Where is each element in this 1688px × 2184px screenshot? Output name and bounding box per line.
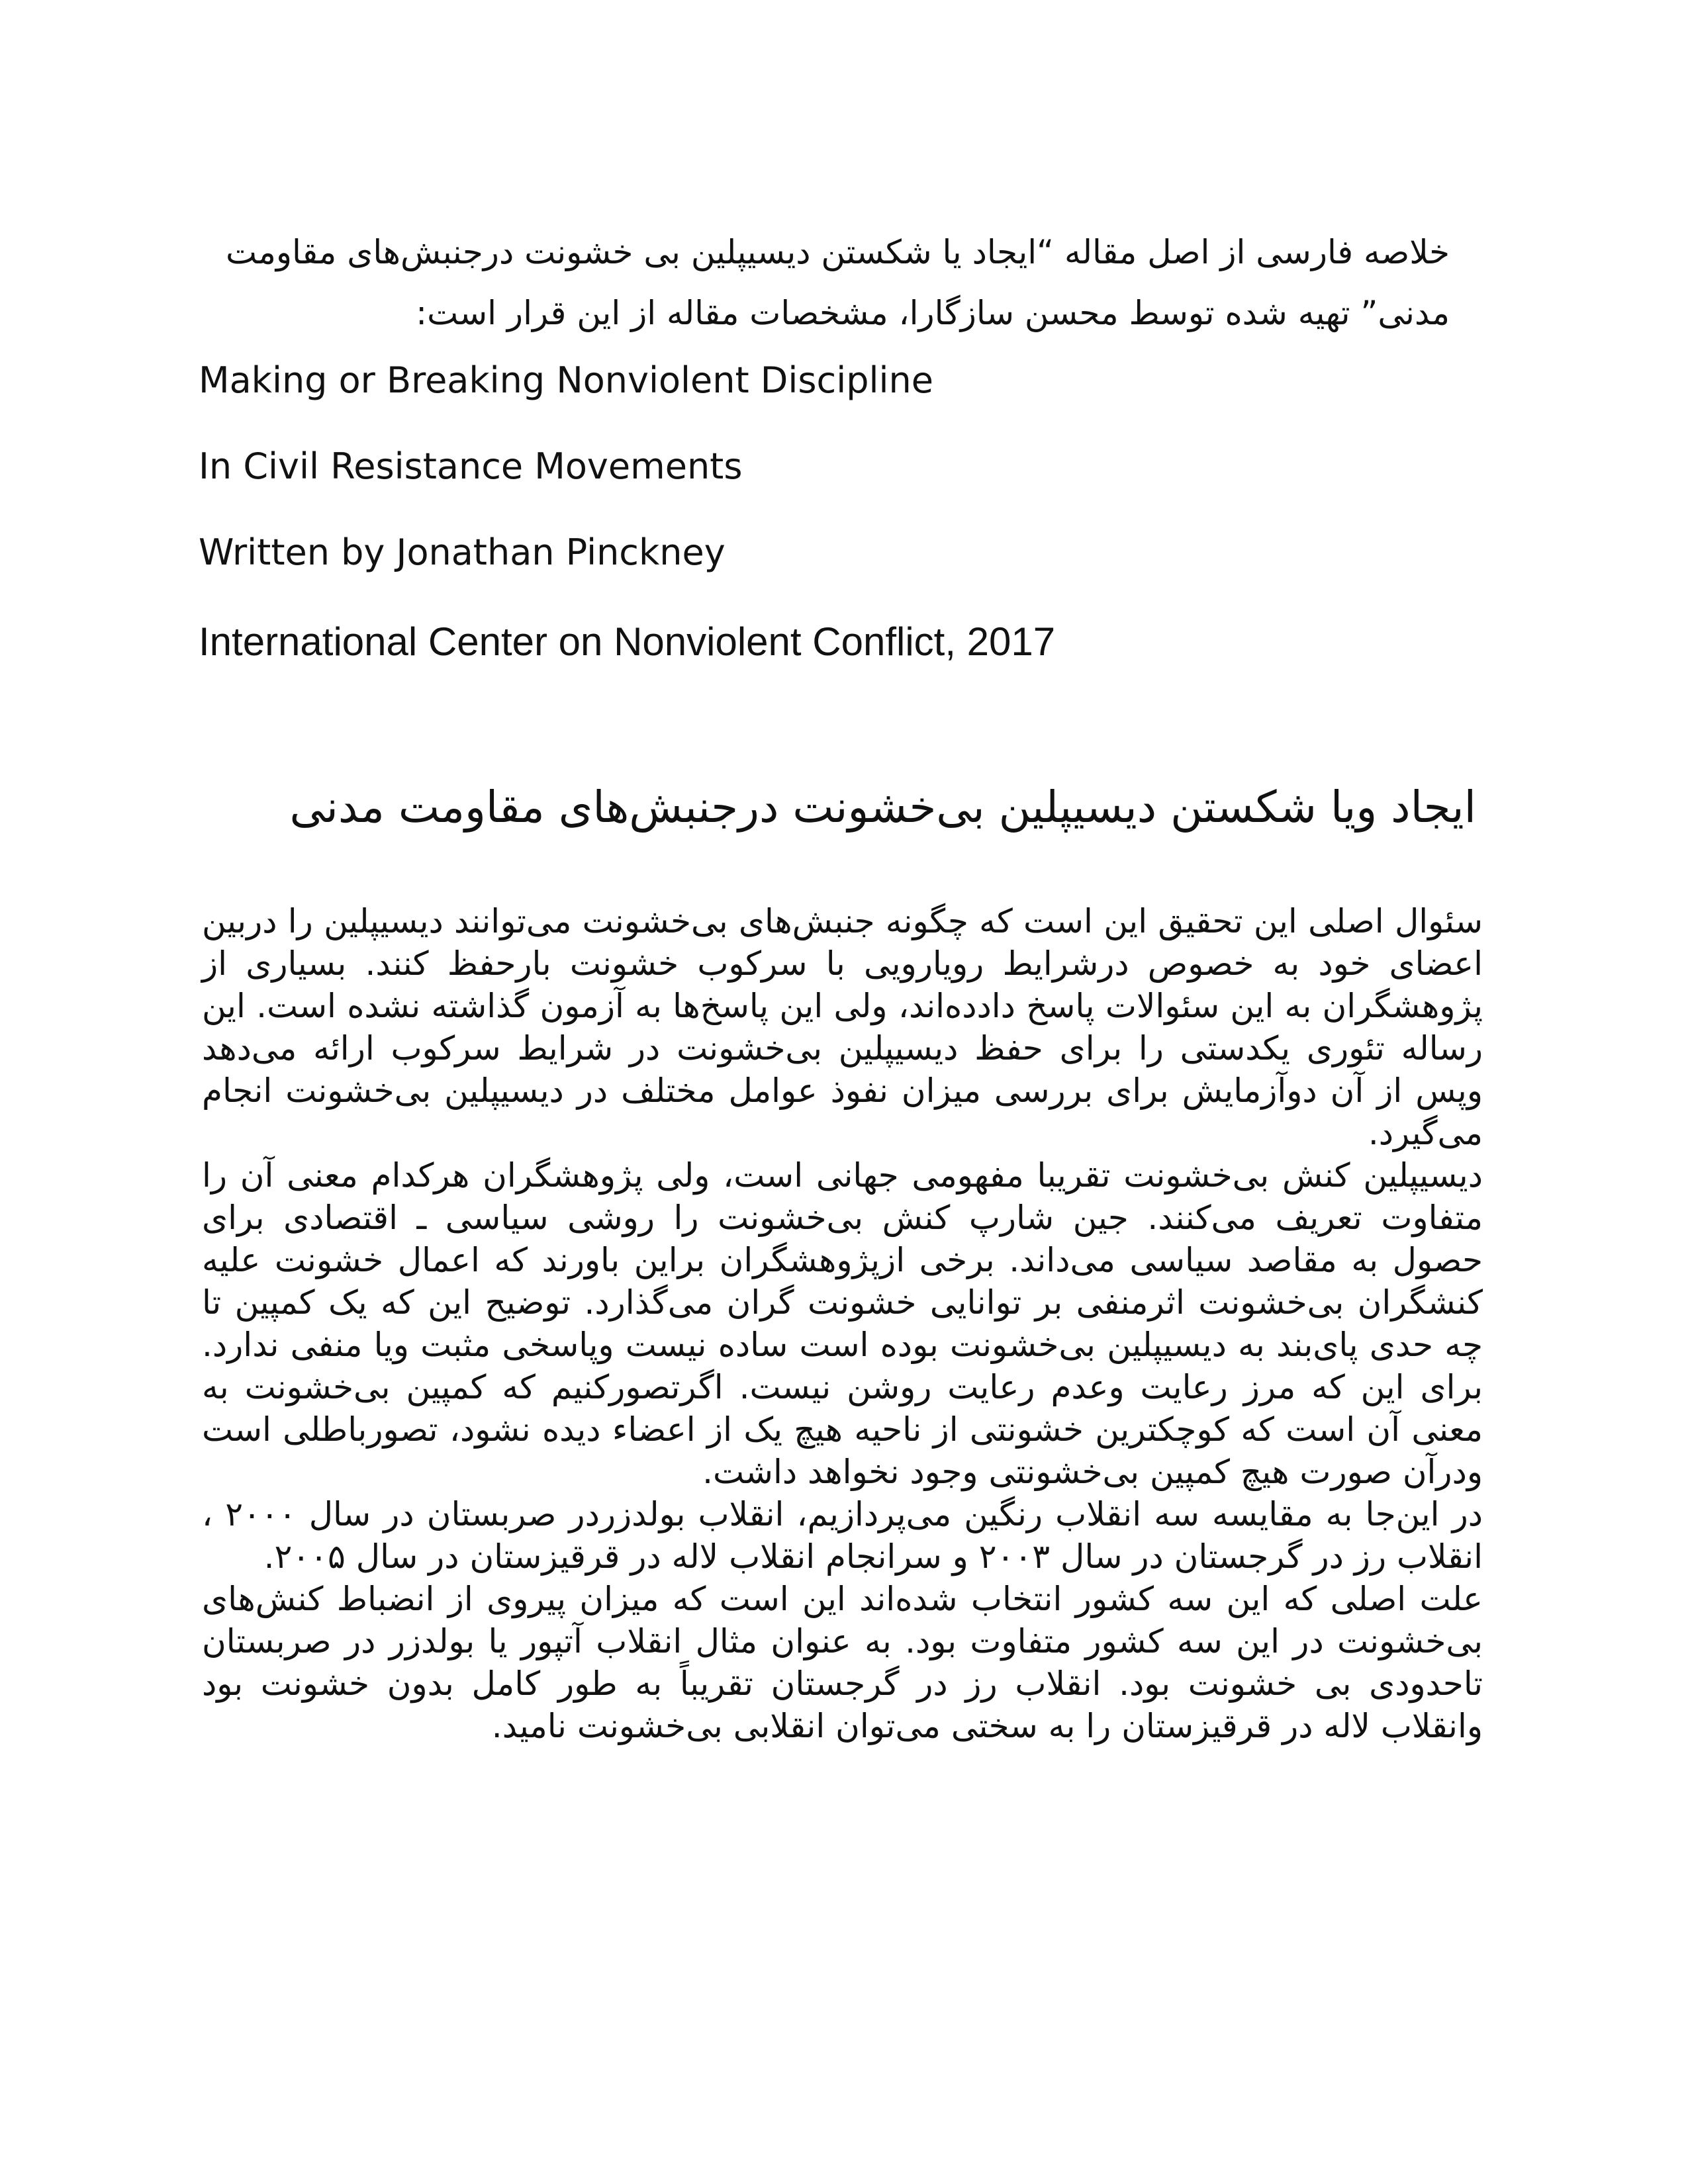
body-paragraph: دیسیپلین کنش بی‌خشونت تقریبا مفهومی جهانی است، ولی پژوهشگران هرکدام معنی آن را متفاوت تعریف می‌کنند. جین شارپ کنش بی‌خشونت را روشی سیاسی ـ اقتصادی برای حصول به مقاصد سیاسی می‌داند. برخی ازپژوهشگران براین باورند که اعمال خشونت علیه کنشگران بی‌خشونت اثرمنفی بر توانایی خشونت گران می‌گذارد. توضیح این که یک کمپین تا چه حدی پای‌بند به دیسیپلین بی‌خشونت بوده است ساده نیست وپاسخی مثبت ویا منفی ندارد. برای این که مرز رعایت وعدم رعایت روشن نیست. اگرتصورکنیم که کمپین بی‌خشونت به معنی آن است که کوچکترین خشونتی از ناحیه هیچ یک از اعضاء دیده نشود، تصورباطلی است ودرآن صورت هیچ کمپین بی‌خشونتی وجود نخواهد داشت. — [202, 1156, 1483, 1491]
body-paragraph: علت اصلی که این سه کشور انتخاب شده‌اند این است که میزان پیروی از انضباط کنش‌های بی‌خشونت در این سه کشور متفاوت بود. به عنوان مثال انقلاب آتپور یا بولدزر در صربستان تاحدودی بی خشونت بود. انقلاب رز در گرجستان تقریباً به طور کامل بدون خشونت بود وانقلاب لاله در قرقیزستان را به سختی می‌توان انقلابی بی‌خشونت نامید. — [202, 1580, 1483, 1745]
body-text — [202, 900, 1483, 1747]
body-paragraph: در این‌جا به مقایسه سه انقلاب رنگین می‌پردازیم، انقلاب بولدزردر صربستان در سال ۲۰۰۰ ، انقلاب رز در گرجستان در سال ۲۰۰۳ و سرانجام انقلاب لاله در قرقیزستان در سال ۲۰۰۵. — [202, 1495, 1483, 1576]
english-author-line: Written by Jonathan Pinckney — [199, 531, 726, 573]
body-paragraph: سئوال اصلی این تحقیق این است که چگونه جنبش‌های بی‌خشونت می‌توانند دیسیپلین را دربین اعضای خود به خصوص درشرایط رویارویی با سرکوب خشونت بارحفظ کنند. بسیاری از پژوهشگران به این سئوالات پاسخ دادده‌اند، ولی این پاسخ‌ها به آزمون گذاشته نشده است. این رساله تئوری یکدستی را برای حفظ دیسیپلین بی‌خشونت در شرایط سرکوب ارائه می‌دهد وپس از آن دوآزمایش برای بررسی میزان نفوذ عوامل مختلف در دیسیپلین بی‌خشونت انجام می‌گیرد. — [202, 902, 1483, 1152]
english-publisher-line: International Center on Nonviolent Conflict, 2017 — [199, 619, 1056, 664]
intro-paragraph: خلاصه فارسی از اصل مقاله “ایجاد یا شکستن دیسیپلین بی خشونت درجنبش‌های مقاومت مدنی” تهیه شده توسط محسن سازگارا، مشخصات مقاله از این قرار است: — [226, 233, 1450, 332]
english-title-line-2: In Civil Resistance Movements — [199, 445, 743, 487]
persian-heading: ایجاد ویا شکستن دیسیپلین بی‌خشونت درجنبش‌های مقاومت مدنی — [289, 782, 1476, 833]
english-title-line-1: Making or Breaking Nonviolent Discipline — [199, 359, 933, 401]
